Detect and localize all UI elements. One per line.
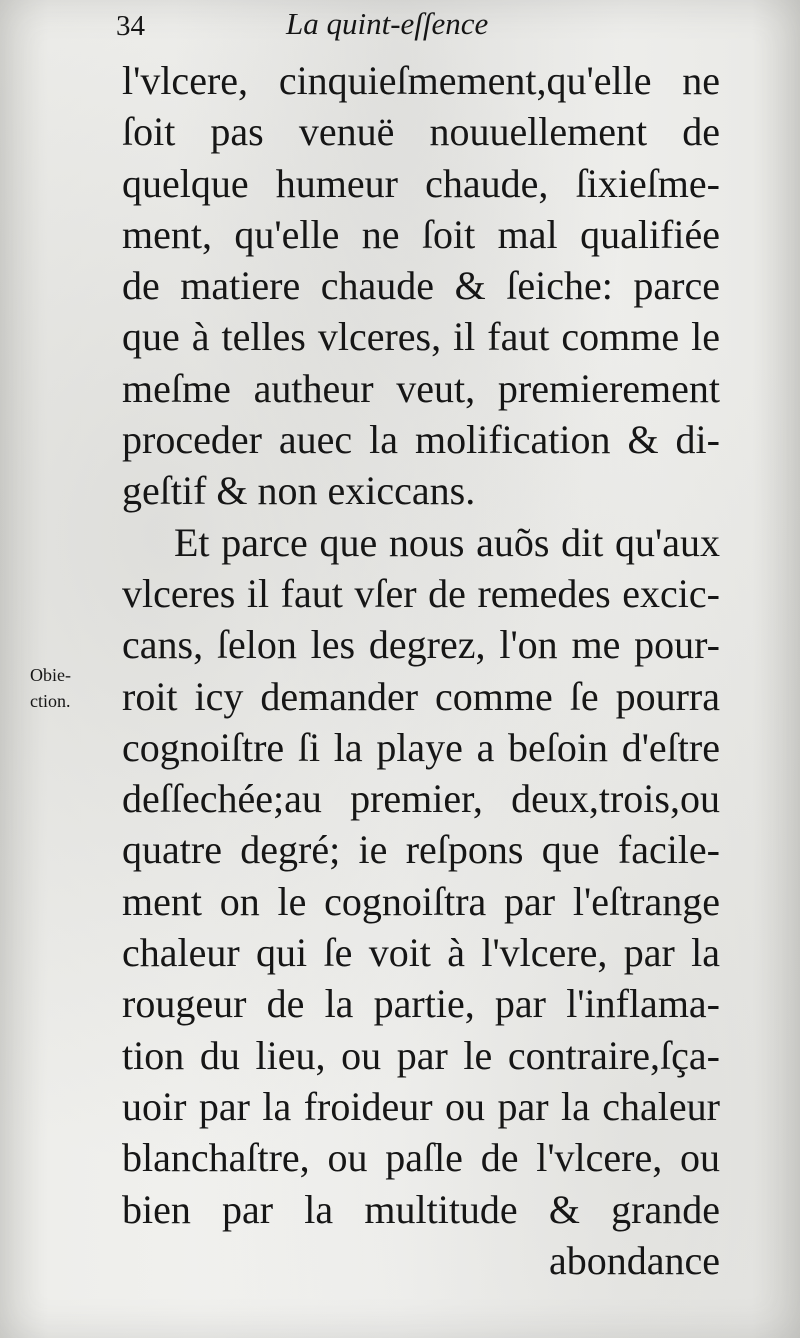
text-line: cans, ſelon les degrez, l'on me pour-	[122, 622, 720, 668]
text-line: cognoiſtre ſi la playe a beſoin d'eſtre	[122, 724, 720, 770]
text-line: blanchaſtre, ou paſle de l'vlcere, ou	[122, 1135, 720, 1181]
text-line: meſme autheur veut, premierement	[122, 365, 720, 411]
body-text	[122, 55, 720, 1286]
text-line: uoir par la froideur ou par la chaleur	[122, 1083, 720, 1129]
margin-note	[30, 662, 100, 714]
running-title: La quint-eſſence	[286, 6, 489, 41]
margin-note-line: ction.	[30, 691, 71, 711]
text-line: quatre degré; ie reſpons que facile-	[122, 827, 720, 873]
text-line: bien par la multitude & grande	[122, 1186, 720, 1232]
text-line: proceder auec la molification & di-	[122, 417, 720, 463]
text-line: vlceres il faut vſer de remedes excic-	[122, 570, 720, 616]
text-line: tion du lieu, ou par le contraire,ſça-	[122, 1032, 720, 1078]
page-header	[116, 6, 676, 50]
text-line: l'vlcere, cinquieſmement,qu'elle ne	[122, 58, 720, 103]
text-line: ment, qu'elle ne ſoit mal qualifiée	[122, 211, 720, 257]
text-line: de matiere chaude & ſeiche: parce	[122, 263, 720, 309]
text-line: rougeur de la partie, par l'inflama-	[122, 981, 720, 1027]
text-line: deſſechée;au premier, deux,trois,ou	[122, 776, 720, 822]
text-line: quelque humeur chaude, ſixieſme-	[122, 160, 720, 206]
text-line: chaleur qui ſe voit à l'vlcere, par la	[122, 930, 720, 976]
text-line: geſtif & non exiccans.	[122, 468, 476, 514]
text-line: roit icy demander comme ſe pourra	[122, 673, 720, 719]
text-line: Et parce que nous auõs dit qu'aux	[174, 519, 720, 565]
page-number: 34	[116, 10, 145, 42]
text-line: ment on le cognoiſtra par l'eſtrange	[122, 878, 720, 924]
catchword: abondance	[548, 1237, 720, 1283]
text-line: que à telles vlceres, il faut comme le	[122, 314, 720, 360]
text-line: ſoit pas venuë nouuellement de	[122, 109, 720, 155]
margin-note-line: Obie-	[30, 665, 71, 685]
